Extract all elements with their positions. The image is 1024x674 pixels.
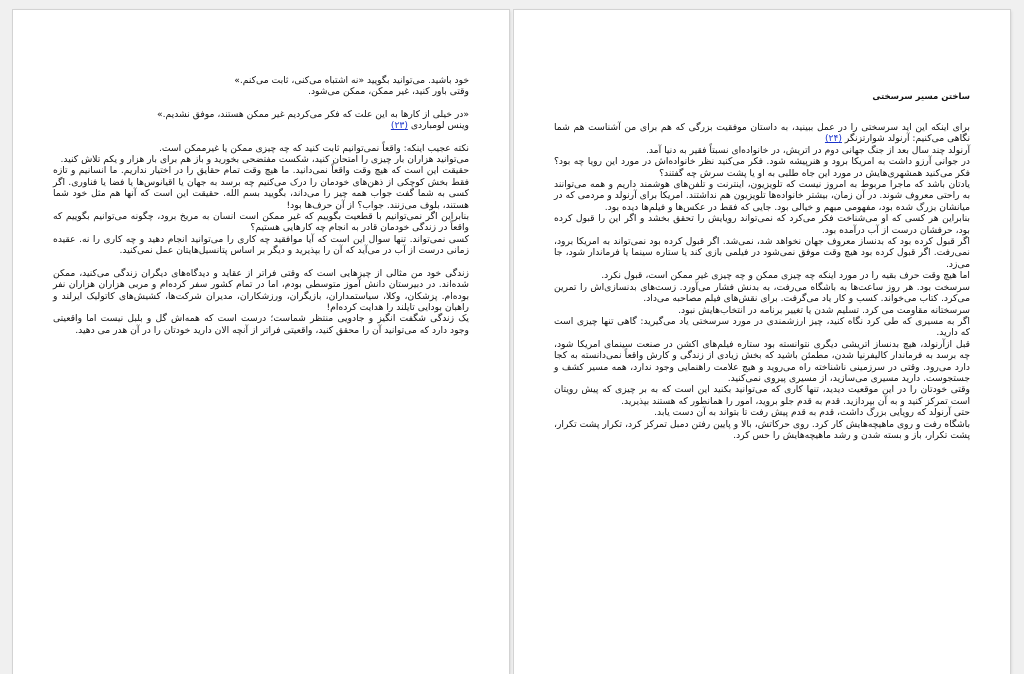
paragraph <box>53 313 469 336</box>
paragraph <box>554 305 970 316</box>
running-header: ساختن مسیر سرسختی <box>872 92 970 102</box>
paragraph-text: بنابراین اگر نمی‌توانیم با قطعیت بگوییم که غیر ممکن است انسان به مریخ برود، چگونه می‌توانیم بگوییم که واقعاً در زندگی خودمان قادر به انجام چه کارهایی هستیم؟ <box>53 211 469 234</box>
paragraph <box>53 86 469 97</box>
paragraph <box>53 154 469 165</box>
paragraph-text: اگر قبول کرده بود که بدنساز معروف جهان نخواهد شد، نمی‌شد. اگر قبول کرده بود نمی‌تواند به امریکا برود، نمی‌رفت. اگر قبول کرده بود هیچ وقت موفق نمی‌شود در فیلمی بازی کند یا ستاره سینما یا فرماندار شود، جا می‌زد. <box>554 236 970 270</box>
paragraph-text: وقتی باور کنید، غیر ممکن، ممکن می‌شود. <box>308 86 469 98</box>
paragraph <box>53 165 469 211</box>
paragraph-text: خود باشید. می‌توانید بگویید «نه اشتباه می‌کنی، ثابت می‌کنم.» <box>234 75 469 86</box>
paragraph <box>554 213 970 236</box>
footnote-reference-link[interactable]: (۲۳) <box>390 120 408 132</box>
paragraph-text: اگر به مسیری که طی کرد نگاه کنید، چیز ارزشمندی در مورد سرسختی یاد می‌گیرید: گاهی تنها چیزی است که دارید. <box>554 315 970 339</box>
paragraph-text: یادتان باشد که ماجرا مربوط به امروز نیست که تلویزیون، اینترنت و تلفن‌های هوشمند داریم و همه می‌توانند به راحتی معروف شوند. در آن زمان، بیشتر خانواده‌ها تلویزیون هم نداشتند. امریکا برای آرنولد و مردمی که در میانشان بزرگ شده بود، مفهومی مبهم و خیالی بود. جایی که فقط در عکس‌ها و فیلم‌ها دیده بود. <box>554 179 970 213</box>
paragraph <box>554 179 970 213</box>
paragraph <box>554 145 970 156</box>
paragraph-text: حتی آرنولد که رویایی بزرگ داشت، قدم به قدم پیش رفت تا بتواند به آن دست یابد. <box>654 407 970 419</box>
paragraph <box>53 234 469 257</box>
paragraph <box>554 339 970 385</box>
paragraph-text: «در خیلی از کارها به این علت که فکر می‌کردیم غیر ممکن هستند، موفق نشدیم.» <box>156 108 469 120</box>
paragraph <box>53 75 469 86</box>
paragraph-text: سرسخت بود. هر روز ساعت‌ها به باشگاه می‌رفت، به بدنش فشار می‌آورد. زست‌های بدنسازی‌اش را تمرین می‌کرد. کتاب می‌خواند. کسب و کار یاد می‌گرفت. برای نقش‌های فیلم مصاحبه می‌داد. <box>554 281 970 305</box>
paragraph <box>53 268 469 314</box>
paragraph <box>53 143 469 154</box>
document-page-right <box>514 10 1010 674</box>
paragraph-text: وقتی خودتان را در این موقعیت دیدید، تنها کاری که می‌توانید بکنید این است که به بر چیزی که پیش رویتان است تمرکز کنید و به آن بپردازید. قدم به قدم جلو بروید، امور را همانطور که هستند بپذیرید. <box>554 384 970 407</box>
paragraph-text: کسی نمی‌تواند. تنها سوال این است که آیا موافقید چه کاری را می‌توانید انجام دهید و چه کاری را نه. عقیده زمانی درست از آب در می‌آید که آن را بپذیرید و دیگر بر اساس پتانسیل‌هایتان عمل نمی‌کنید. <box>53 233 469 257</box>
paragraph <box>554 384 970 407</box>
page-body <box>53 75 469 336</box>
paragraph-text: بنابراین هر کسی که او می‌شناخت فکر می‌کرد که نمی‌تواند رویایش را تحقق بخشد و اگر این را قبول کرده بود، حرفشان درست از آب درآمده بود. <box>554 213 970 236</box>
paragraph-text: یک زندگی شگفت انگیز و جادویی منتظر شماست؛ درست است که همه‌اش گل و بلبل نیست اما واقعیتی وجود دارد که می‌توانید آن را محقق کنید، واقعیتی فراتر از آنچه الان دارید خودتان را در آن هدر می دهید. <box>53 313 469 336</box>
paragraph <box>554 122 970 145</box>
paragraph-text: قبل ازآرنولد، هیچ بدنساز اتریشی دیگری نتوانسته بود ستاره فیلم‌های اکشن در صنعت سینمای امریکا شود، چه برسد به فرماندار کالیفرنیا شدن، مطمئن باشید که بخش زیادی از زندگی و کارش واقعاً نمی‌دانسته به کجا دارد می‌رود. وقتی در سرزمینی ناشناخته راه می‌روید و هیچ علامت راهنمایی وجود ندارد، همه مسیر کشف و جستجوست. دارید مسیری می‌سازید، از مسیری پیروی نمی‌کنید. <box>554 338 970 384</box>
paragraph <box>554 156 970 179</box>
paragraph <box>554 270 970 281</box>
paragraph <box>53 120 469 131</box>
paragraph <box>53 109 469 120</box>
paragraph <box>554 236 970 270</box>
paragraph-text: اما هیچ وقت حرف بقیه را در مورد اینکه چه چیزی ممکن و چه چیزی غیر ممکن است، قبول نکرد. <box>601 270 970 282</box>
paragraph-text: باشگاه رفت و روی ماهیچه‌هایش کار کرد. روی حرکاتش، بالا و پایین رفتن دمبل تمرکز کرد، تکرار پشت تکرار، پشت تکرار، باز و بسته شدن و رشد ماهیچه‌هایش را حس کرد. <box>554 418 970 441</box>
document-page-left <box>13 10 509 674</box>
paragraph <box>554 316 970 339</box>
paragraph <box>554 407 970 418</box>
paragraph-text: زندگی خود من مثالی از چیزهایی است که وقتی فراتر از عقاید و دیدگاه‌های دیگران زندگی می‌کنید، ممکن شده‌اند. در دبیرستان دانش آموز متوسطی بودم، اما در تمام کشور سفر کرده‌ام و مربی هزاران هزاران نفر بوده‌ام. پزشکان، وکلا، سیاستمداران، بازیگران، ورزشکاران، مدیران شرکت‌ها، کشیش‌های کاتولیک ایرلند و راهبان بودایی تایلند را هدایت کرده‌ام! <box>53 267 469 313</box>
paragraph-text: وینس لومباردی <box>410 120 469 132</box>
paragraph-text: آرنولد چند سال بعد از جنگ جهانی دوم در اتریش، در خانواده‌ای نسبتاً فقیر به دنیا آمد. <box>645 144 970 156</box>
paragraph <box>53 211 469 234</box>
paragraph <box>554 419 970 442</box>
paragraph-text: سرسختانه مقاومت می کرد. تسلیم شدن یا تغییر برنامه در انتخاب‌هایش نبود. <box>678 304 970 316</box>
paragraph-text: برای اینکه این اید سرسختی را در عمل ببینید، به داستان موفقیت بزرگی که هم برای من آشناست هم شما نگاهی می‌کنیم: آرنولد شوارتزنگر <box>554 122 970 145</box>
paragraph-text: نکته عجیب اینکه: واقعاً نمی‌توانیم ثابت کنید که چه چیزی ممکن یا غیرممکن است. <box>158 142 469 154</box>
footnote-reference-link[interactable]: (۲۴) <box>824 133 842 145</box>
page-body <box>554 122 970 441</box>
paragraph-text: حقیقت این است که هیچ وقت واقعاً نمی‌دانید. ما هیچ وقت تمام حقایق را در اختیار نداریم. ما انسانیم و تازه فقط بخش کوچکی از ذهن‌های خودمان را درک می‌کنیم چه برسد به جهان یا اقیانوس‌ها یا فضا یا فناوری. اگر کسی به شما گفت جواب همه چیز را می‌داند، بگویید بسم الله. حقیقت این است که آنها هم مثل خود شما هستند، بلوف می‌زنند. جواب؟ از آن حرف‌ها بود! <box>53 165 469 211</box>
paragraph <box>554 282 970 305</box>
paragraph-text: می‌توانید هزاران بار چیزی را امتحان کنید، شکست مفتضحی بخورید و باز هم برای بار هزار و یکم تلاش کنید. <box>60 154 469 166</box>
paragraph-text: در جوانی آرزو داشت به امریکا برود و هنرپیشه شود. فکر می‌کنید نظر خانواده‌اش در مورد این رویا چه بود؟ فکر می‌کنید همشهری‌هایش در مورد این جاه طلبی به او یا پشت سرش چه گفتند؟ <box>554 156 970 179</box>
